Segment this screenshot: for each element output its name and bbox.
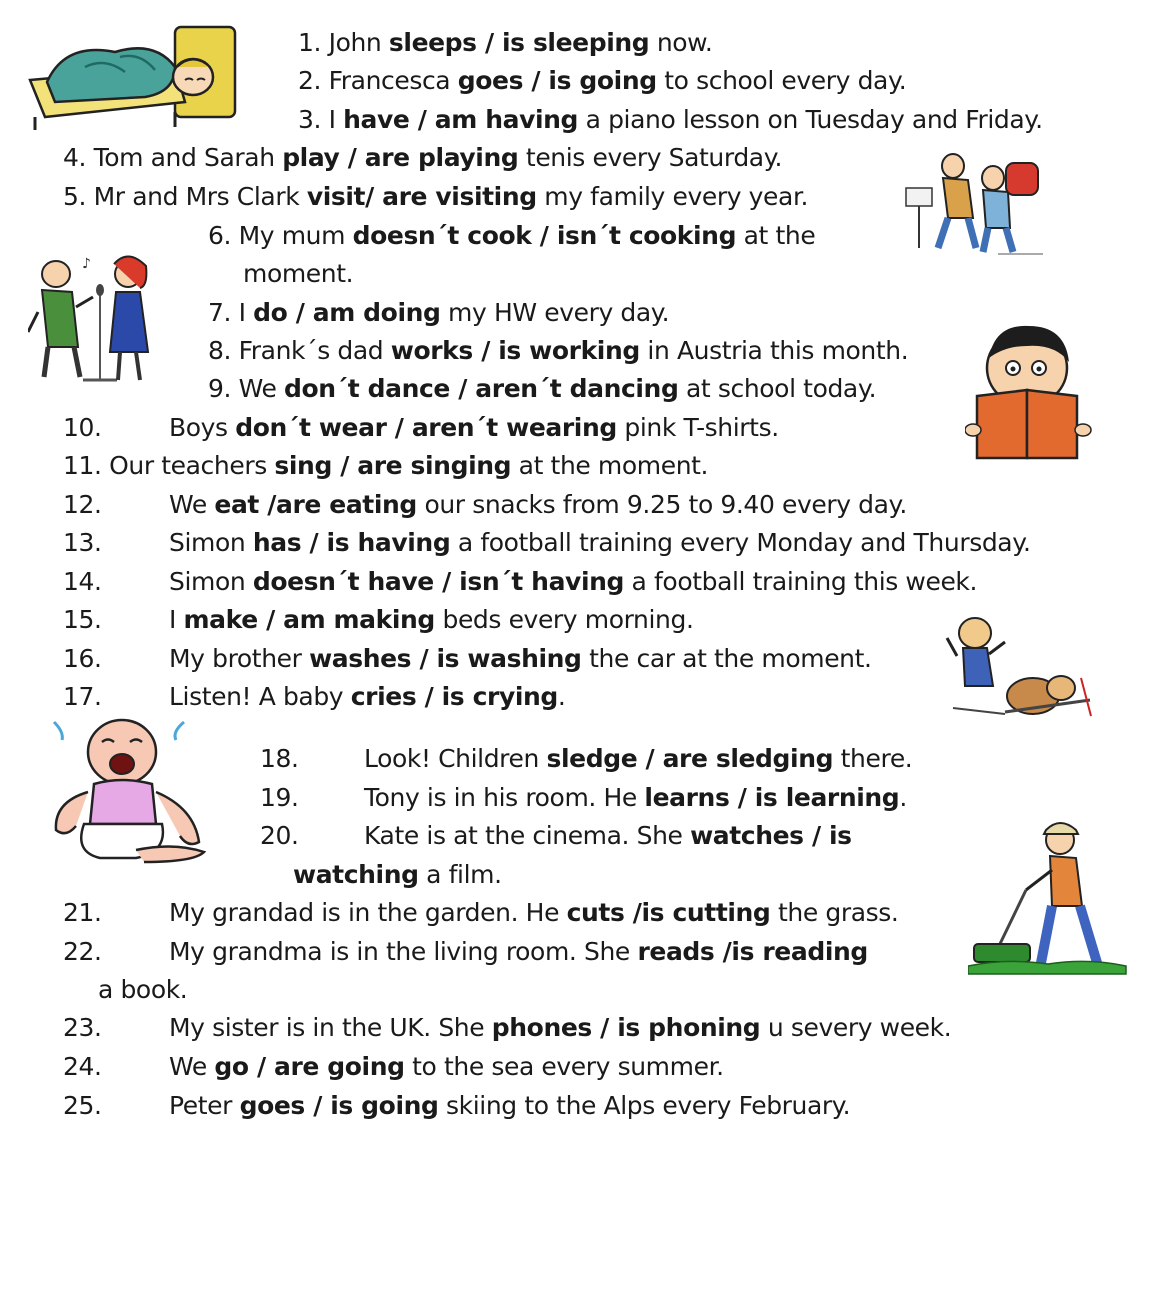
exercise-item-13: [63, 527, 1113, 559]
item-choice: phones / is phoning: [491, 1013, 761, 1042]
item-choice: have / am having: [343, 105, 579, 134]
item-choice-continuation: watching: [293, 860, 419, 889]
exercise-item-12: [63, 489, 1063, 521]
exercise-item-15: [63, 604, 863, 636]
item-choice: sledge / are sledging: [546, 744, 834, 773]
item-text-end: .: [899, 783, 907, 812]
item-text: Francesca: [328, 66, 458, 95]
item-text: We: [169, 490, 215, 519]
item-text-end: tenis every Saturday.: [518, 143, 783, 172]
item-text: My brother: [169, 644, 310, 673]
item-choice: goes / is going: [457, 66, 657, 95]
skiing-dog-illustration: [945, 608, 1095, 733]
exercise-item-9: [208, 373, 876, 405]
item-choice: washes / is washing: [309, 644, 582, 673]
exercise-item-5: [63, 181, 808, 213]
item-number: 12.: [63, 490, 102, 519]
exercise-item-25: [63, 1090, 963, 1122]
item-text: I: [169, 605, 184, 634]
item-choice: doesn´t cook / isn´t cooking: [352, 221, 737, 250]
exercise-item-17: [63, 681, 763, 713]
exercise-item-10: [63, 412, 923, 444]
exercise-item-7: [208, 297, 669, 329]
item-number: 16.: [63, 644, 102, 673]
item-text: My grandma is in the living room. She: [169, 937, 638, 966]
exercise-item-23: [63, 1012, 1013, 1044]
exercise-item-20-continuation: [293, 859, 502, 891]
item-number: 20.: [260, 821, 299, 850]
exercise-item-22: [63, 936, 963, 968]
item-text-end: a football training every Monday and Thursday.: [450, 528, 1031, 557]
item-choice: cuts /is cutting: [566, 898, 771, 927]
item-text-end: there.: [833, 744, 913, 773]
item-text-end: a film.: [418, 860, 502, 889]
item-text: Boys: [169, 413, 236, 442]
item-choice: sleeps / is sleeping: [388, 28, 650, 57]
item-number: 8.: [208, 336, 232, 365]
svg-text:♪: ♪: [82, 256, 91, 272]
exercise-item-22-continuation: a book.: [98, 975, 188, 1004]
item-text-end: a piano lesson on Tuesday and Friday.: [578, 105, 1043, 134]
item-text: Kate is at the cinema. She: [364, 821, 691, 850]
item-text-end: to school every day.: [656, 66, 907, 95]
item-number: 2.: [298, 66, 322, 95]
item-text: My sister is in the UK. She: [169, 1013, 492, 1042]
item-choice: cries / is crying: [350, 682, 558, 711]
item-number: 23.: [63, 1013, 102, 1042]
item-text: Tom and Sarah: [93, 143, 283, 172]
item-choice: do / am doing: [253, 298, 441, 327]
item-choice: eat /are eating: [214, 490, 417, 519]
exercise-item-1: [298, 27, 712, 59]
item-choice: visit/ are visiting: [306, 182, 537, 211]
item-choice: reads /is reading: [637, 937, 868, 966]
item-text-end: at school today.: [678, 374, 877, 403]
item-text: Tony is in his room. He: [364, 783, 645, 812]
item-text-end: a football training this week.: [624, 567, 978, 596]
exercise-item-3: [298, 104, 1043, 136]
singers-illustration: [28, 252, 158, 392]
item-choice: don´t dance / aren´t dancing: [284, 374, 679, 403]
item-text: Simon: [169, 528, 253, 557]
item-number: 13.: [63, 528, 102, 557]
exercise-item-8: [208, 335, 908, 367]
exercise-item-6: [208, 220, 815, 252]
item-number: 11.: [63, 451, 102, 480]
item-text: Listen! A baby: [169, 682, 351, 711]
item-number: 4.: [63, 143, 87, 172]
item-choice: watches / is: [690, 821, 852, 850]
item-number: 18.: [260, 744, 299, 773]
item-number: 5.: [63, 182, 87, 211]
item-choice: has / is having: [252, 528, 451, 557]
item-text-end: the grass.: [770, 898, 899, 927]
item-text: I: [238, 298, 254, 327]
exercise-item-19: [260, 782, 960, 814]
item-choice: go / are going: [214, 1052, 405, 1081]
item-text-end: at the moment.: [511, 451, 709, 480]
item-text: Frank´s dad: [238, 336, 391, 365]
exercise-item-24: [63, 1051, 863, 1083]
crying-baby-illustration: [44, 712, 209, 864]
item-text: Simon: [169, 567, 253, 596]
walking-kids-illustration: [898, 148, 1046, 258]
item-text-end: my family every year.: [536, 182, 809, 211]
item-choice: works / is working: [390, 336, 640, 365]
item-number: 19.: [260, 783, 299, 812]
exercise-item-2: [298, 65, 906, 97]
item-number: 17.: [63, 682, 102, 711]
exercise-item-18: [260, 743, 960, 775]
sleeping-boy-illustration: [25, 22, 250, 132]
item-text: I: [328, 105, 344, 134]
item-number: 9.: [208, 374, 232, 403]
item-text: Look! Children: [364, 744, 547, 773]
item-text-end: the car at the moment.: [581, 644, 872, 673]
item-text-end: u severy week.: [760, 1013, 952, 1042]
exercise-item-16: [63, 643, 923, 675]
exercise-item-21: [63, 897, 963, 929]
item-text: John: [328, 28, 389, 57]
item-text-end: my HW every day.: [440, 298, 670, 327]
item-choice: sing / are singing: [274, 451, 512, 480]
item-number: 21.: [63, 898, 102, 927]
item-number: 22.: [63, 937, 102, 966]
item-number: 6.: [208, 221, 232, 250]
item-text-end: to the sea every summer.: [404, 1052, 724, 1081]
exercise-item-6-continuation: moment.: [243, 259, 354, 288]
item-choice: goes / is going: [239, 1091, 439, 1120]
item-number: 25.: [63, 1091, 102, 1120]
item-choice: play / are playing: [282, 143, 519, 172]
item-text: We: [169, 1052, 215, 1081]
item-text: Mr and Mrs Clark: [93, 182, 307, 211]
item-text: Our teachers: [109, 451, 275, 480]
item-choice: make / am making: [183, 605, 435, 634]
item-number: 14.: [63, 567, 102, 596]
item-text-end: beds every morning.: [434, 605, 694, 634]
item-number: 7.: [208, 298, 232, 327]
item-number: 15.: [63, 605, 102, 634]
item-text: Peter: [169, 1091, 240, 1120]
item-text: My grandad is in the garden. He: [169, 898, 567, 927]
item-choice: doesn´t have / isn´t having: [252, 567, 625, 596]
exercise-item-14: [63, 566, 1063, 598]
item-text-end: now.: [649, 28, 713, 57]
item-number: 1.: [298, 28, 322, 57]
lawnmower-man-illustration: [968, 818, 1128, 978]
item-text-end: .: [557, 682, 566, 711]
reading-boy-illustration: [965, 318, 1105, 463]
item-text-end: at the: [736, 221, 816, 250]
item-number: 24.: [63, 1052, 102, 1081]
exercise-item-20: [260, 820, 960, 852]
exercise-item-4: [63, 142, 782, 174]
item-number: 10.: [63, 413, 102, 442]
item-text-end: skiing to the Alps every February.: [438, 1091, 851, 1120]
item-number: 3.: [298, 105, 322, 134]
item-text-end: our snacks from 9.25 to 9.40 every day.: [416, 490, 907, 519]
item-text-end: pink T-shirts.: [616, 413, 779, 442]
item-text-end: in Austria this month.: [639, 336, 909, 365]
exercise-item-11: [63, 450, 708, 482]
item-text: We: [238, 374, 284, 403]
item-choice: don´t wear / aren´t wearing: [235, 413, 617, 442]
item-text: My mum: [238, 221, 353, 250]
item-choice: learns / is learning: [644, 783, 900, 812]
